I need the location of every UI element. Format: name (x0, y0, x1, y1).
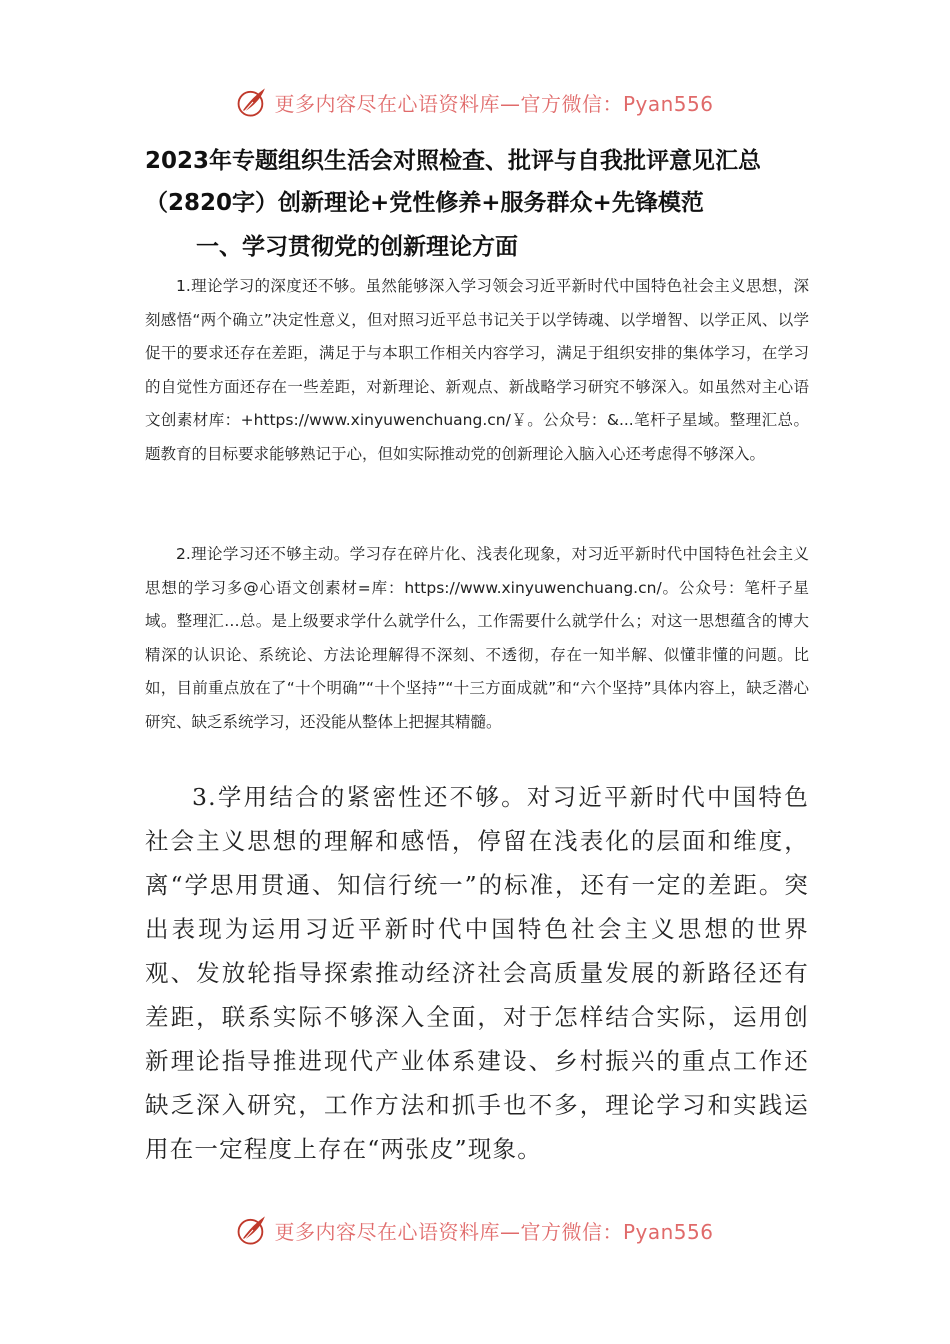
paragraph-1: 1.理论学习的深度还不够。虽然能够深入学习领会习近平新时代中国特色社会主义思想，深刻感悟“两个确立”决定性意义，但对照习近平总书记关于以学铸魂、以学增智、以学正风、以学促干的要求还存在差距，满足于与本职工作相关内容学习，满足于组织安排的集体学习，在学习的自觉性方面还存在一些差距，对新理论、新观点、新战略学习研究不够深入。如虽然对主心语文创素材库：+https://www.xinyuwenchuang.cn/￥。公众号：&...笔杆子星域。整理汇总。题教育的目标要求能够熟记于心，但如实际推动党的创新理论入脑入心还考虑得不够深入。 (145, 277, 809, 463)
footer-banner (0, 1210, 950, 1250)
document-title: 2023年专题组织生活会对照检查、批评与自我批评意见汇总（2820字）创新理论+党性修养+服务群众+先锋模范 (145, 148, 762, 216)
header-banner (0, 82, 950, 122)
paragraph-2: 2.理论学习还不够主动。学习存在碎片化、浅表化现象，对习近平新时代中国特色社会主义思想的学习多@心语文创素材=库：https://www.xinyuwenchuang.cn/。公众号：笔杆子星域。整理汇…总。是上级要求学什么就学什么，工作需要什么就学什么；对这一思想蕴含的博大精深的认识论、系统论、方法论理解得不深刻、不透彻，存在一知半解、似懂非懂的问题。比如，目前重点放在了“十个明确”“十个坚持”“十三方面成就”和“六个坚持”具体内容上，缺乏潜心研究、缺乏系统学习，还没能从整体上把握其精髓。 (145, 545, 809, 731)
quill-pen-logo-icon (236, 85, 270, 119)
paragraph-3: 3.学用结合的紧密性还不够。对习近平新时代中国特色社会主义思想的理解和感悟，停留在浅表化的层面和维度，离“学思用贯通、知信行统一”的标准，还有一定的差距。突出表现为运用习近平新时代中国特色社会主义思想的世界观、发放轮指导探索推动经济社会高质量发展的新路径还有差距，联系实际不够深入全面，对于怎样结合实际，运用创新理论指导推进现代产业体系建设、乡村振兴的重点工作还缺乏深入研究，工作方法和抓手也不多，理论学习和实践运用在一定程度上存在“两张皮”现象。 (145, 783, 809, 1163)
header-banner-text: 更多内容尽在心语资料库—官方微信：Pyan556 (274, 91, 714, 116)
quill-pen-logo-icon (236, 1213, 270, 1247)
footer-banner-text: 更多内容尽在心语资料库—官方微信：Pyan556 (274, 1219, 714, 1244)
section-heading: 一、学习贯彻党的创新理论方面 (196, 234, 518, 260)
